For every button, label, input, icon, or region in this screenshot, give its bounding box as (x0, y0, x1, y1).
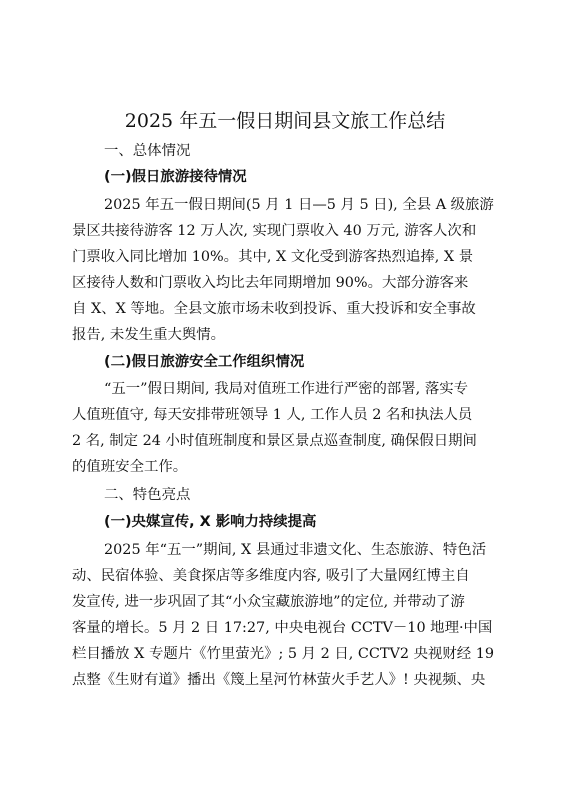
paragraph-line: 2 名, 制定 24 小时值班制度和景区景点巡查制度, 确保假日期间 (72, 433, 477, 449)
section-heading-overview: 一、总体情况 (104, 143, 191, 159)
paragraph-line: 人值班值守, 每天安排带班领导 1 人, 工作人员 2 名和执法人员 (72, 407, 473, 423)
paragraph-line: 报告, 未发生重大舆情。 (72, 327, 226, 343)
paragraph-line: 2025 年五一假日期间(5 月 1 日—5 月 5 日), 全县 A 级旅游 (104, 197, 494, 213)
subsection-heading-safety: (二)假日旅游安全工作组织情况 (104, 354, 305, 370)
paragraph-line: 动、民宿体验、美食探店等多维度内容, 吸引了大量网红博主自 (72, 568, 470, 584)
section-heading-highlights: 二、特色亮点 (104, 487, 191, 503)
subsection-heading-media: (一)央媒宣传, X 影响力持续提高 (104, 514, 317, 530)
paragraph-line: 区接待人数和门票收入均比去年同期增加 90%。大部分游客来 (72, 275, 469, 291)
paragraph-line: 的值班安全工作。 (72, 459, 188, 475)
paragraph-line: 客量的增长。5 月 2 日 17:27, 中央电视台 CCTV－10 地理·中国 (72, 620, 493, 636)
paragraph-line: 发宣传, 进一步巩固了其“小众宝藏旅游地”的定位, 并带动了游 (72, 594, 465, 610)
subsection-heading-reception: (一)假日旅游接待情况 (104, 169, 247, 185)
document-title: 2025 年五一假日期间县文旅工作总结 (124, 110, 446, 132)
paragraph-line: 自 X、X 等地。全县文旅市场未收到投诉、重大投诉和安全事故 (72, 301, 476, 317)
paragraph-line: 栏目播放 X 专题片《竹里萤光》; 5 月 2 日, CCTV2 央视财经 19 (72, 646, 495, 662)
paragraph-line: “五一”假日期间, 我局对值班工作进行严密的部署, 落实专 (104, 381, 468, 397)
paragraph-line: 景区共接待游客 12 万人次, 实现门票收入 40 万元, 游客人次和 (72, 223, 477, 239)
paragraph-line: 门票收入同比增加 10%。其中, X 文化受到游客热烈追捧, X 景 (72, 249, 474, 265)
paragraph-line: 点整《生财有道》播出《篾上星河竹林萤火手艺人》! 央视频、央 (72, 672, 486, 688)
paragraph-line: 2025 年“五一”期间, X 县通过非遗文化、生态旅游、特色活 (104, 542, 487, 558)
